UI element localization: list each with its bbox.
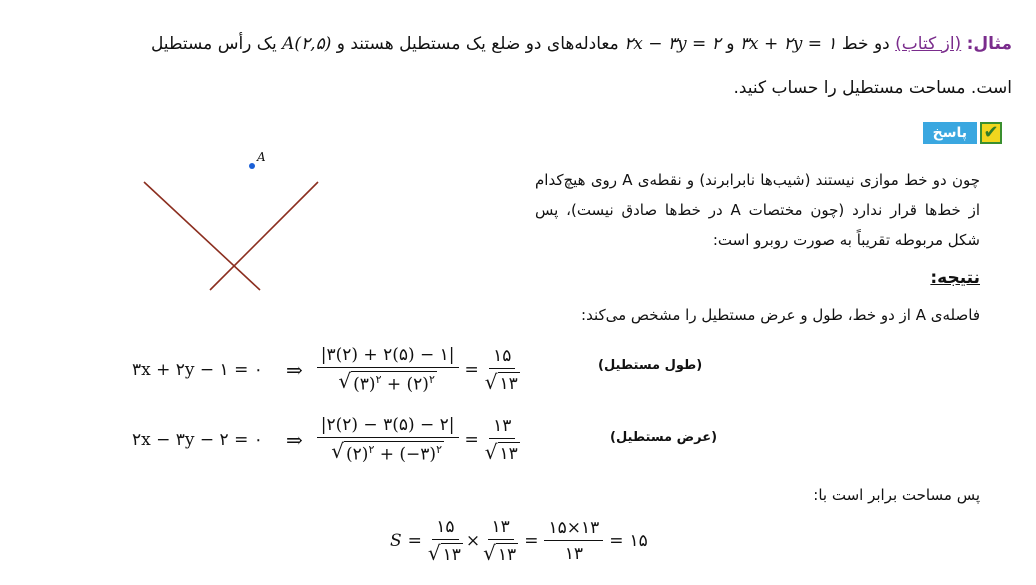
area-f3-num: ۱۵×۱۳ (544, 518, 603, 541)
and-text: و (726, 34, 735, 54)
area-result: ۱۵ (629, 531, 648, 551)
intro-text: دو خط (841, 34, 890, 54)
area-equation (390, 517, 648, 565)
eq1-plus: + (386, 374, 402, 395)
problem-statement-line2: است. مساحت مستطیل را حساب کنید. (733, 78, 1012, 98)
equals-sign: = (464, 359, 479, 380)
implies-icon: ⇒ (286, 357, 303, 382)
answer-badge (923, 119, 1002, 147)
area-f2-num: ۱۳ (488, 517, 514, 540)
area-f3-den: ۱۳ (564, 544, 583, 564)
eq1-den-b: (۲) (406, 374, 429, 395)
equals-sign: = (464, 429, 479, 450)
area-fraction-1 (428, 517, 463, 565)
eq2-result-den: ۱۳ (499, 443, 518, 464)
area-f1-den: ۱۳ (442, 545, 461, 565)
sqrt-icon: √ (331, 439, 345, 463)
source-label: (از کتاب) (895, 34, 962, 54)
point-a-dot (249, 163, 255, 169)
eq1-lhs: ۳x + ۲y − ۱ = ۰ (132, 359, 263, 380)
answer-label: پاسخ (923, 122, 977, 144)
result-heading: نتیجه: (930, 268, 980, 288)
eq1-numerator: |۳(۲) + ۲(۵) − ۱| (317, 345, 459, 368)
eq2-result (485, 416, 520, 464)
eq2-numerator: |۲(۲) − ۳(۵) − ۲| (317, 415, 459, 438)
equals-sign: = (524, 531, 539, 551)
line-1 (144, 182, 260, 290)
sqrt-icon: √ (338, 369, 352, 393)
area-fraction-2 (483, 517, 518, 565)
eq1-fraction (317, 345, 459, 395)
point-a: A(۲,۵) (282, 34, 332, 54)
eq2-result-num: ۱۳ (489, 416, 515, 439)
explanation-paragraph: چون دو خط موازی نیستند (شیب‌ها نابرابرند) و نقطه‌ی A روی هیچ‌کدام از خط‌ها قرار ندارد (چون مختصات A در خط‌ها صادق نیست)، پس شکل مربوطه تقریباً به صورت روبرو است: (535, 171, 981, 249)
problem-statement (22, 30, 1012, 58)
eq1-result-den: ۱۳ (499, 373, 518, 394)
point-a-label: A (257, 150, 266, 164)
eq2-fraction (317, 415, 459, 465)
eq2-den-b: (−۳) (399, 444, 437, 465)
middle-text: معادله‌های دو ضلع یک مستطیل هستند و (336, 34, 619, 54)
eq2-exp-a: ۲ (368, 443, 375, 456)
eq1-result-num: ۱۵ (489, 346, 515, 369)
area-sentence: پس مساحت برابر است با: (813, 486, 980, 504)
equals-sign: = (407, 531, 422, 551)
sqrt-icon: √ (427, 541, 441, 565)
area-f1-num: ۱۵ (432, 517, 458, 540)
tail-text: یک رأس مستطیل (150, 34, 277, 54)
eq2-den-a: (۲) (346, 444, 369, 465)
eq1-den-a: (۳) (353, 374, 376, 395)
times-sign: × (465, 531, 481, 551)
sqrt-icon: √ (483, 541, 496, 565)
distance-sentence: فاصله‌ی A از دو خط، طول و عرض مستطیل را مشخص می‌کند: (581, 306, 980, 324)
checkmark-icon: ✔ (980, 122, 1002, 144)
line-2 (210, 182, 318, 290)
area-f2-den: ۱۳ (497, 545, 517, 565)
distance-equation-2 (132, 415, 520, 465)
eq2-plus: + (379, 444, 395, 465)
area-symbol: S (390, 531, 402, 551)
sqrt-icon: √ (484, 439, 498, 464)
sqrt-icon: √ (484, 369, 498, 394)
length-tag: (طول مستطیل) (598, 358, 703, 373)
eq1-result (485, 346, 520, 394)
example-label: مثال: (966, 34, 1012, 54)
rectangle-sketch-figure (130, 145, 340, 300)
area-fraction-3 (544, 518, 603, 564)
line2-equation: ۲x − ۳y = ۲ (624, 34, 721, 54)
implies-icon: ⇒ (286, 427, 303, 452)
equals-sign: = (609, 531, 624, 551)
line1-equation: ۳x + ۲y = ۱ (739, 34, 837, 54)
width-tag: (عرض مستطیل) (610, 430, 718, 445)
eq1-exp-a: ۲ (375, 373, 382, 386)
eq1-exp-b: ۲ (428, 373, 435, 386)
eq2-lhs: ۲x − ۳y − ۲ = ۰ (132, 429, 263, 450)
distance-equation-1 (132, 345, 520, 395)
eq2-exp-b: ۲ (436, 443, 442, 456)
